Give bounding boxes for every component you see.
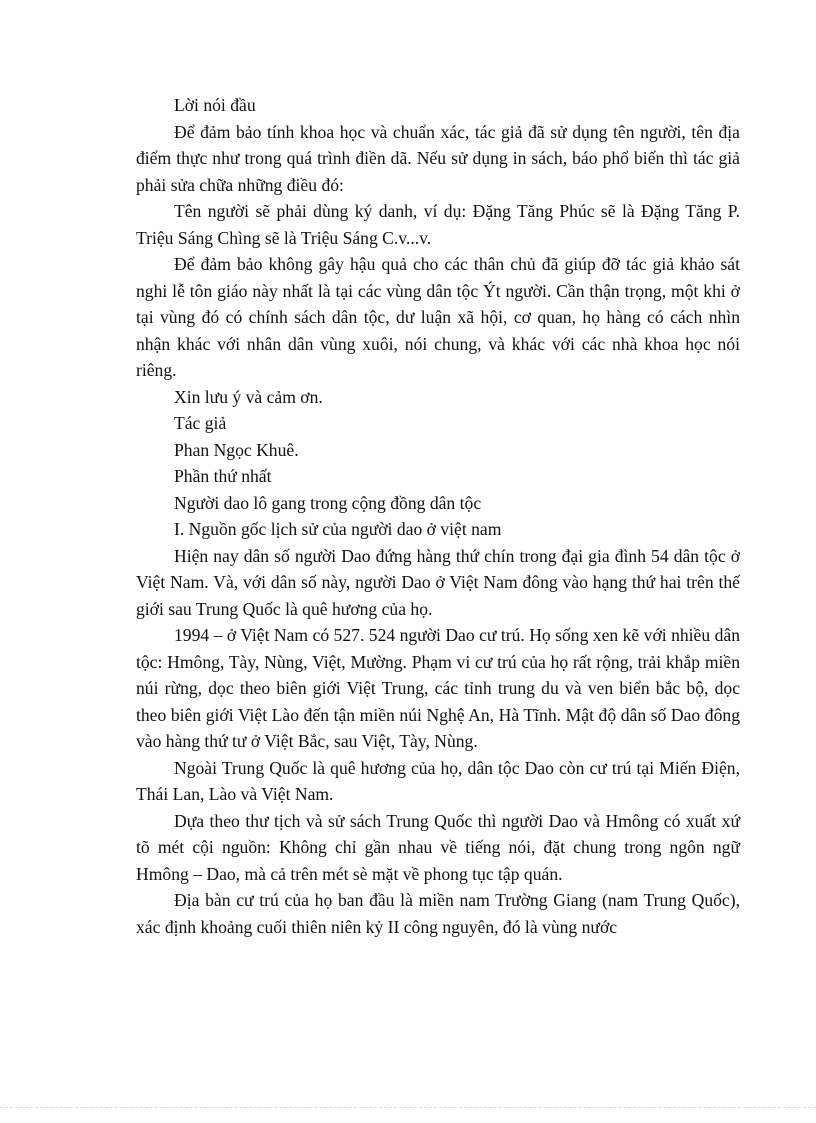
document-page (136, 92, 740, 940)
paragraph-pseudonym-example: Tên người sẽ phải dùng ký danh, ví dụ: Đặng Tăng Phúc sẽ là Đặng Tăng P. Triệu Sáng Chìng sẽ là Triệu Sáng C.v...v. (136, 201, 740, 248)
page-bottom-rule (0, 1107, 816, 1108)
heading-foreword: Lời nói đầu (174, 95, 256, 115)
paragraph-accuracy-note: Để đảm bảo tính khoa học và chuẩn xác, tác giả đã sử dụng tên người, tên địa điểm thực như trong quá trình điền dã. Nếu sử dụng in sách, báo phổ biến thì tác giả phải sửa chữa những điều đó: (136, 121, 740, 195)
paragraph-original-territory: Địa bàn cư trú của họ ban đầu là miền nam Trường Giang (nam Trung Quốc), xác định khoảng cuối thiên niên kỷ II công nguyên, đó là vùng nước (136, 890, 740, 937)
author-label: Tác giả (174, 413, 227, 433)
part-subtitle: Người dao lô gang trong cộng đồng dân tộc (174, 492, 482, 513)
paragraph-shared-origin: Dựa theo thư tịch và sử sách Trung Quốc thì người Dao và Hmông có xuất xứ tõ mét cội nguồn: Không chỉ gần nhau về tiếng nói, đặt chung trong ngôn ngữ Hmông – Dao, mà cả trên mét sè mặt về phong tục tập quán. (136, 810, 740, 884)
author-name: Phan Ngọc Khuê. (174, 439, 299, 460)
part-title: Phần thứ nhất (174, 466, 272, 486)
paragraph-other-countries: Ngoài Trung Quốc là quê hương của họ, dân tộc Dao còn cư trú tại Miến Điện, Thái Lan, Lào và Việt Nam. (136, 757, 740, 804)
paragraph-population-rank: Hiện nay dân số người Dao đứng hàng thứ chín trong đại gia đình 54 dân tộc ở Việt Nam. Và, với dân số này, người Dao ở Việt Nam đông vào hạng thứ hai trên thế giới sau Trung Quốc là quê hương của họ. (136, 545, 740, 619)
paragraph-consequence-note: Để đảm bảo không gây hậu quả cho các thân chủ đã giúp đỡ tác giả khảo sát nghi lễ tôn giáo này nhất là tại các vùng dân tộc Ýt người. Cần thận trọng, một khi ở tại vùng đó có chính sách dân tộc, dư luận xã hội, cơ quan, họ hàng có cách nhìn nhận khác với nhân dân vùng xuôi, nói chung, và khác với các nhà khoa học nói riêng. (136, 254, 740, 380)
paragraph-1994-census: 1994 – ở Việt Nam có 527. 524 người Dao cư trú. Họ sống xen kẽ với nhiều dân tộc: Hmông, Tày, Nùng, Việt, Mường. Phạm vi cư trú của họ rất rộng, trải khắp miền núi rừng, dọc theo biên giới Việt Trung, các tỉnh trung du và ven biển bắc bộ, dọc theo biên giới Việt Lào đến tận miền núi Nghệ An, Hà Tĩnh. Mật độ dân số Dao đông vào hàng thứ tư ở Việt Bắc, sau Việt, Tày, Nùng. (136, 625, 740, 751)
section-heading: I. Nguồn gốc lịch sử của người dao ở việt nam (174, 519, 502, 539)
closing-thanks: Xin lưu ý và cảm ơn. (174, 386, 323, 407)
